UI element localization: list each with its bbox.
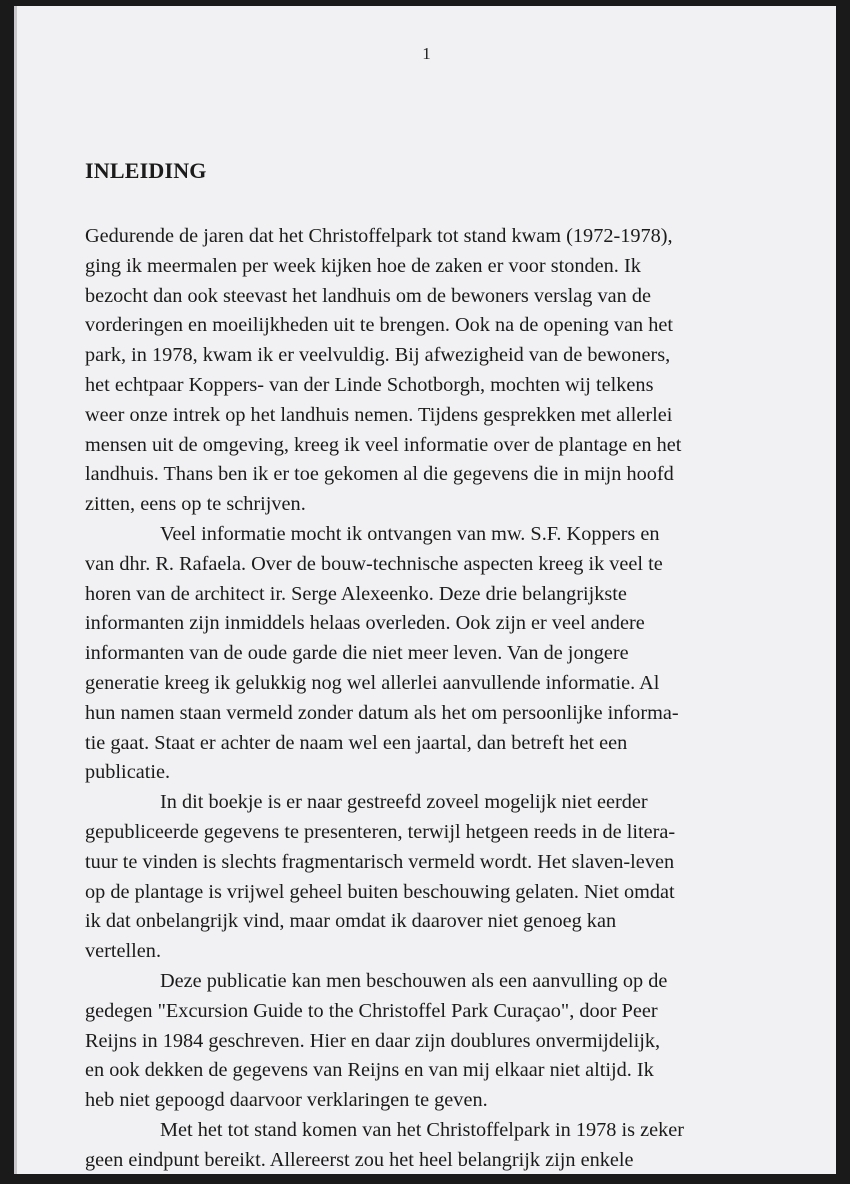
text-line: van dhr. R. Rafaela. Over de bouw-technische aspecten kreeg ik veel te xyxy=(85,552,663,575)
text-line: informanten van de oude garde die niet meer leven. Van de jongere xyxy=(85,642,629,665)
text-line: heb niet gepoogd daarvoor verklaringen te geven. xyxy=(85,1089,488,1112)
section-heading: INLEIDING xyxy=(85,158,207,183)
paragraph xyxy=(85,788,790,967)
text-line: zitten, eens op te schrijven. xyxy=(85,493,306,516)
text-line: Deze publicatie kan men beschouwen als een aanvulling op de xyxy=(160,969,668,992)
text-line: Reijns in 1984 geschreven. Hier en daar zijn doublures onvermijdelijk, xyxy=(85,1029,661,1052)
text-line: tie gaat. Staat er achter de naam wel een jaartal, dan betreft het een xyxy=(85,731,628,754)
text-line: tuur te vinden is slechts fragmentarisch vermeld wordt. Het slaven-leven xyxy=(85,850,675,873)
paragraph xyxy=(85,520,790,788)
text-line: geen eindpunt bereikt. Allereerst zou het heel belangrijk zijn enkele xyxy=(85,1148,634,1171)
paragraph xyxy=(85,967,790,1116)
body-text xyxy=(85,222,790,1176)
text-line: In dit boekje is er naar gestreefd zoveel mogelijk niet eerder xyxy=(160,791,648,814)
text-line: vorderingen en moeilijkheden uit te brengen. Ook na de opening van het xyxy=(85,314,673,337)
text-line: mensen uit de omgeving, kreeg ik veel informatie over de plantage en het xyxy=(85,433,682,456)
text-line: park, in 1978, kwam ik er veelvuldig. Bij afwezigheid van de bewoners, xyxy=(85,344,671,367)
text-line: en ook dekken de gegevens van Reijns en van mij elkaar niet altijd. Ik xyxy=(85,1059,654,1082)
text-line: Gedurende de jaren dat het Christoffelpark tot stand kwam (1972-1978), xyxy=(85,225,673,247)
text-line: Veel informatie mocht ik ontvangen van mw. S.F. Koppers en xyxy=(160,522,660,545)
text-line: Met het tot stand komen van het Christoffelpark in 1978 is zeker xyxy=(160,1118,685,1141)
text-line: landhuis. Thans ben ik er toe gekomen al die gegevens die in mijn hoofd xyxy=(85,463,674,486)
text-line: generatie kreeg ik gelukkig nog wel allerlei aanvullende informatie. Al xyxy=(85,671,660,694)
text-line: gedegen "Excursion Guide to the Christoffel Park Curaçao", door Peer xyxy=(85,999,658,1022)
text-line: ik dat onbelangrijk vind, maar omdat ik daarover niet genoeg kan xyxy=(85,910,617,933)
text-line: vertellen. xyxy=(85,940,162,963)
document-page xyxy=(14,6,836,1174)
text-line: gepubliceerde gegevens te presenteren, terwijl hetgeen reeds in de litera- xyxy=(85,820,676,843)
text-line: op de plantage is vrijwel geheel buiten beschouwing gelaten. Niet omdat xyxy=(85,880,675,903)
page-content xyxy=(85,158,790,1176)
text-line: ging ik meermalen per week kijken hoe de zaken er voor stonden. Ik xyxy=(85,254,641,277)
text-line: het echtpaar Koppers- van der Linde Schotborgh, mochten wij telkens xyxy=(85,373,654,396)
text-line: bezocht dan ook steevast het landhuis om de bewoners verslag van de xyxy=(85,284,652,307)
text-line: hun namen staan vermeld zonder datum als het om persoonlijke informa- xyxy=(85,701,679,724)
paragraph xyxy=(85,222,790,520)
text-line: publicatie. xyxy=(85,761,171,784)
text-line: weer onze intrek op het landhuis nemen. Tijdens gesprekken met allerlei xyxy=(85,403,673,426)
page-number: 1 xyxy=(422,44,431,63)
text-line: informanten zijn inmiddels helaas overleden. Ook zijn er veel andere xyxy=(85,612,645,635)
text-line: horen van de architect ir. Serge Alexeenko. Deze drie belangrijkste xyxy=(85,582,627,605)
paragraph xyxy=(85,1116,790,1176)
